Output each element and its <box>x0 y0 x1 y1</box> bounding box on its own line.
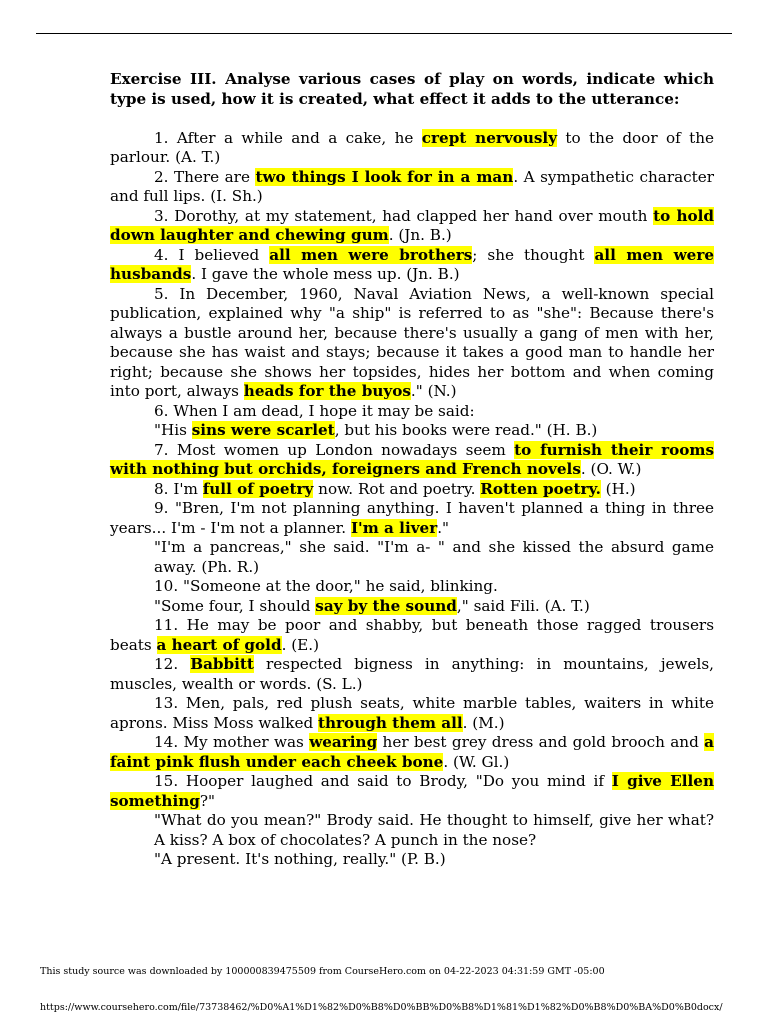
highlighted-phrase: a heart of gold <box>156 635 282 654</box>
download-notice: This study source was downloaded by 100000839475509 from CourseHero.com on 04-22-2023 04:31:59 GMT -05:00 <box>40 966 605 977</box>
text-run: . (O. W.) <box>580 460 642 478</box>
highlighted-phrase: Babbitt <box>190 655 254 673</box>
text-run: 7. Most women up London nowadays seem <box>154 440 515 459</box>
highlighted-phrase: heads for the buyos <box>243 382 411 400</box>
text-run: now. Rot and poetry. <box>313 479 481 498</box>
text-run: 1. After a while and a cake, he <box>154 128 422 147</box>
text-run: 10. "Someone at the door," he said, blinking. <box>154 577 498 595</box>
text-run: 3. Dorothy, at my statement, had clapped her hand over mouth <box>154 206 654 225</box>
exercise-item-15 <box>110 772 714 811</box>
document-body <box>110 70 714 870</box>
exercise-item-9-continuation <box>154 538 714 577</box>
exercise-item-3 <box>110 207 714 246</box>
highlighted-phrase: a faint pink flush under each cheek bone <box>110 733 714 771</box>
text-run: 15. Hooper laughed and said to Brody, "Do you mind if <box>154 772 612 790</box>
highlighted-phrase: wearing <box>309 733 378 751</box>
exercise-item-14 <box>110 733 714 772</box>
highlighted-phrase: two things I look for in a man <box>255 167 514 186</box>
text-run: "Some four, I should <box>154 596 316 615</box>
text-run: 8. I'm <box>154 479 203 498</box>
highlighted-phrase: through them all <box>318 713 463 732</box>
exercise-item-15-continuation <box>154 850 714 870</box>
exercise-item-1 <box>110 129 714 168</box>
exercise-heading: Exercise III. Analyse various cases of play on words, indicate which type is used, how it is created, what effect it adds to the utterance: <box>110 70 714 108</box>
text-run: 14. My mother was <box>154 733 310 751</box>
text-run: "What do you mean?" Brody said. He thought to himself, give her what? A kiss? A box of chocolates? A punch in the nose? <box>154 811 714 849</box>
exercise-item-8 <box>110 480 714 500</box>
highlighted-phrase: to hold down laughter and chewing gum <box>110 206 715 244</box>
text-run: "I'm a pancreas," she said. "I'm a- " and she kissed the absurd game away. (Ph. R.) <box>154 538 714 576</box>
highlighted-phrase: I give Ellen something <box>110 772 714 810</box>
highlighted-phrase: crept nervously <box>421 128 558 147</box>
exercise-item-9 <box>110 499 714 538</box>
text-run: 2. There are <box>154 167 256 186</box>
exercise-item-12 <box>110 655 714 694</box>
highlighted-phrase: say by the sound <box>315 596 457 615</box>
highlighted-phrase: I'm a liver <box>350 518 438 537</box>
text-run: ." (N.) <box>410 382 457 400</box>
text-run: ." <box>437 518 450 537</box>
exercise-item-6 <box>110 402 714 422</box>
text-run: 9. "Bren, I'm not planning anything. I haven't planned a thing in three years... I'm - I'm not a planner. <box>110 499 714 537</box>
text-run: 12. <box>154 655 191 673</box>
highlighted-phrase: sins were scarlet <box>191 421 335 439</box>
text-run: , but his books were read." (H. B.) <box>334 421 598 439</box>
text-run: 11. He may be poor and shabby, but beneath those ragged trousers beats <box>110 616 714 654</box>
text-run: 5. In December, 1960, Naval Aviation News, a well-known special publication, explained why "a ship" is referred to as "she": Because there's always a bustle around her, because there's usually a gang of men with her, because she has waist and stays; because it takes a good man to handle her right; because she shows her topsides, hides her bottom and when coming into port, always <box>110 284 714 400</box>
text-run: "His <box>154 421 192 439</box>
source-url[interactable]: https://www.coursehero.com/file/73738462/%D0%A1%D1%82%D0%B8%D0%BB%D0%B8%D1%81%D1%82%D0%B8%D0%BA%D0%B0docx/ <box>40 1002 723 1013</box>
text-run: "A present. It's nothing, really." (P. B.) <box>154 850 446 868</box>
text-run: respected bigness in anything: in mountains, jewels, muscles, wealth or words. (S. L.) <box>110 655 714 693</box>
text-run: . I gave the whole mess up. (Jn. B.) <box>191 265 460 283</box>
text-run: 4. I believed <box>154 245 270 264</box>
text-run: . (M.) <box>462 713 505 732</box>
exercise-item-4 <box>110 246 714 285</box>
exercise-item-15-continuation <box>154 811 714 850</box>
text-run: 13. Men, pals, red plush seats, white marble tables, waiters in white aprons. Miss Moss walked <box>110 694 714 732</box>
highlighted-phrase: full of poetry <box>202 479 314 498</box>
text-run: ," said Fili. (A. T.) <box>456 596 590 615</box>
exercise-item-7 <box>110 441 714 480</box>
exercise-item-2 <box>110 168 714 207</box>
text-run: . (Jn. B.) <box>388 226 452 244</box>
text-run: . (E.) <box>281 635 319 654</box>
exercise-item-11 <box>110 616 714 655</box>
exercise-item-6-continuation <box>154 421 714 441</box>
highlighted-phrase: to furnish their rooms with nothing but orchids, foreigners and French novels <box>110 440 714 478</box>
highlighted-phrase: Rotten poetry. <box>480 479 601 498</box>
text-run: ?" <box>199 791 216 810</box>
exercise-item-10-continuation <box>154 597 714 617</box>
exercise-items <box>110 129 714 870</box>
text-run: 6. When I am dead, I hope it may be said: <box>154 401 475 420</box>
text-run: (H.) <box>600 479 636 498</box>
text-run: to the door of the parlour. (A. T.) <box>110 128 714 166</box>
top-rule <box>36 33 732 34</box>
text-run: . (W. Gl.) <box>443 752 510 771</box>
highlighted-phrase: all men were brothers <box>269 245 473 264</box>
text-run: ; she thought <box>472 245 595 264</box>
text-run: . A sympathetic character and full lips. (I. Sh.) <box>110 167 714 205</box>
exercise-item-13 <box>110 694 714 733</box>
exercise-item-5 <box>110 285 714 402</box>
exercise-item-10 <box>110 577 714 597</box>
text-run: her best grey dress and gold brooch and <box>377 733 705 751</box>
highlighted-phrase: all men were husbands <box>110 245 714 283</box>
